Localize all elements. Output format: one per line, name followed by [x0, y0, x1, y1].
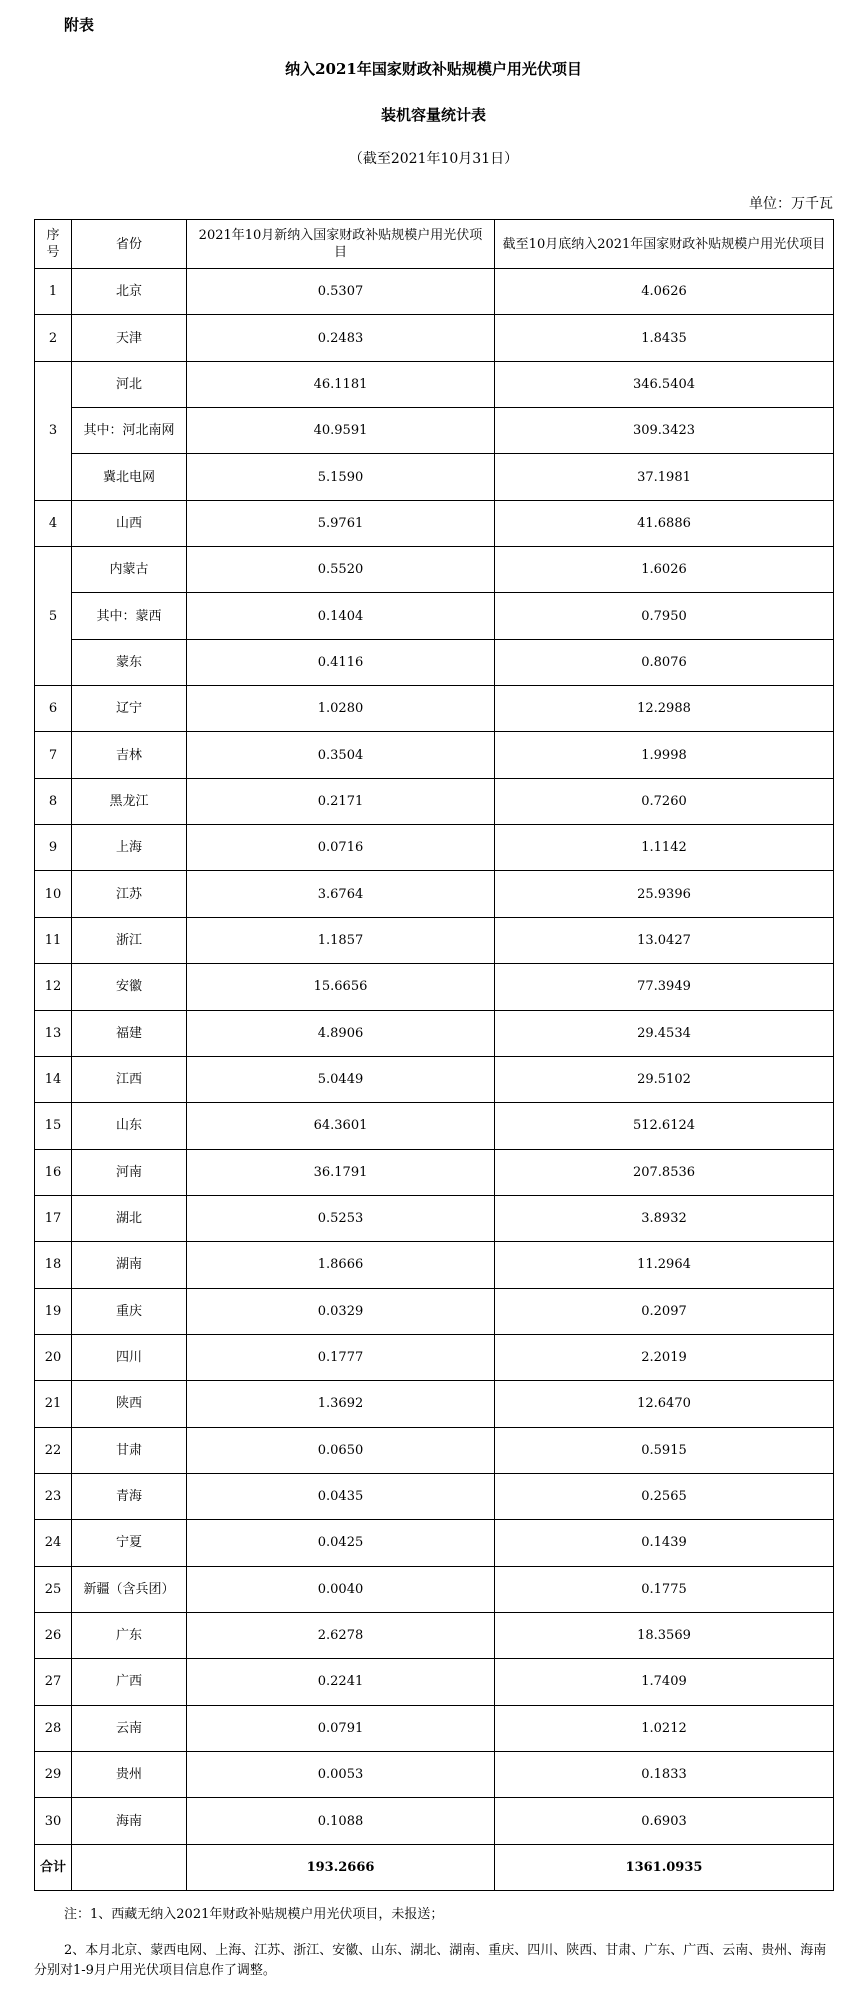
- cell-cumulative: 1.0212: [495, 1705, 834, 1751]
- cell-cumulative: 4.0626: [495, 269, 834, 315]
- table-row: [35, 547, 834, 593]
- cell-province: 浙江: [72, 917, 187, 963]
- cell-province: 宁夏: [72, 1520, 187, 1566]
- cell-cumulative: 18.3569: [495, 1612, 834, 1658]
- cell-october-new: 0.1777: [187, 1334, 495, 1380]
- cell-province: 云南: [72, 1705, 187, 1751]
- cell-province: 江苏: [72, 871, 187, 917]
- cell-october-new: 0.2171: [187, 778, 495, 824]
- cell-cumulative: 0.6903: [495, 1798, 834, 1844]
- cell-october-new: 0.0329: [187, 1288, 495, 1334]
- cell-october-new: 0.0435: [187, 1473, 495, 1519]
- cell-province: 江西: [72, 1056, 187, 1102]
- cell-october-new: 5.1590: [187, 454, 495, 500]
- cell-october-new: 0.2241: [187, 1659, 495, 1705]
- cell-cumulative: 1.9998: [495, 732, 834, 778]
- cell-cumulative: 13.0427: [495, 917, 834, 963]
- attachment-label: 附表: [64, 16, 95, 34]
- cell-no: 15: [35, 1103, 72, 1149]
- cell-no: 23: [35, 1473, 72, 1519]
- cell-october-new: 1.3692: [187, 1381, 495, 1427]
- cell-province: 湖南: [72, 1242, 187, 1288]
- cell-cumulative: 0.1833: [495, 1752, 834, 1798]
- cell-cumulative: 1.6026: [495, 547, 834, 593]
- cell-october-new: 3.6764: [187, 871, 495, 917]
- cell-october-new: 0.0040: [187, 1566, 495, 1612]
- cell-province: 广东: [72, 1612, 187, 1658]
- cell-province: 北京: [72, 269, 187, 315]
- cell-october-new: 0.0650: [187, 1427, 495, 1473]
- cell-october-new: 0.1088: [187, 1798, 495, 1844]
- cell-cumulative: 29.4534: [495, 1010, 834, 1056]
- cell-october-new: 0.5307: [187, 269, 495, 315]
- cell-cumulative: 3.8932: [495, 1195, 834, 1241]
- cell-province: 青海: [72, 1473, 187, 1519]
- table-row: [35, 454, 834, 500]
- total-province: [72, 1844, 187, 1890]
- cell-october-new: 0.0425: [187, 1520, 495, 1566]
- table-row: [35, 269, 834, 315]
- cell-no: 21: [35, 1381, 72, 1427]
- cell-no: 27: [35, 1659, 72, 1705]
- cell-cumulative: 0.7260: [495, 778, 834, 824]
- table-body: [35, 269, 834, 1891]
- cell-no: 9: [35, 825, 72, 871]
- table-row: [35, 639, 834, 685]
- cell-cumulative: 0.2097: [495, 1288, 834, 1334]
- cell-october-new: 5.9761: [187, 500, 495, 546]
- table-row: [35, 964, 834, 1010]
- cell-province: 上海: [72, 825, 187, 871]
- cell-province: 蒙东: [72, 639, 187, 685]
- table-row: [35, 1288, 834, 1334]
- cell-no: 20: [35, 1334, 72, 1380]
- cell-no: 29: [35, 1752, 72, 1798]
- table-row: [35, 1473, 834, 1519]
- cell-province: 黑龙江: [72, 778, 187, 824]
- statistics-table: [34, 219, 834, 1891]
- table-row: [35, 1242, 834, 1288]
- cell-october-new: 15.6656: [187, 964, 495, 1010]
- header-province: 省份: [72, 220, 187, 269]
- cell-province: 安徽: [72, 964, 187, 1010]
- table-row: [35, 315, 834, 361]
- cell-no: 17: [35, 1195, 72, 1241]
- cell-no: 5: [35, 547, 72, 686]
- cell-october-new: 1.8666: [187, 1242, 495, 1288]
- cell-no: 18: [35, 1242, 72, 1288]
- header-cumulative: 截至10月底纳入2021年国家财政补贴规模户用光伏项目: [495, 220, 834, 269]
- cell-october-new: 0.0053: [187, 1752, 495, 1798]
- notes-section: [34, 1905, 833, 1981]
- cell-no: 4: [35, 500, 72, 546]
- cell-province: 内蒙古: [72, 547, 187, 593]
- note-1: 注：1、西藏无纳入2021年财政补贴规模户用光伏项目，未报送；: [64, 1907, 444, 1922]
- cell-province: 吉林: [72, 732, 187, 778]
- cell-province: 山西: [72, 500, 187, 546]
- table-row: [35, 871, 834, 917]
- table-row: [35, 1103, 834, 1149]
- cell-cumulative: 0.5915: [495, 1427, 834, 1473]
- table-row: [35, 408, 834, 454]
- table-row: [35, 500, 834, 546]
- cell-cumulative: 207.8536: [495, 1149, 834, 1195]
- cell-no: 14: [35, 1056, 72, 1102]
- total-cumulative: 1361.0935: [495, 1844, 834, 1890]
- cell-no: 26: [35, 1612, 72, 1658]
- cell-cumulative: 0.1775: [495, 1566, 834, 1612]
- cell-province: 天津: [72, 315, 187, 361]
- cell-province: 湖北: [72, 1195, 187, 1241]
- cell-no: 7: [35, 732, 72, 778]
- cell-october-new: 0.1404: [187, 593, 495, 639]
- cell-province: 其中：蒙西: [72, 593, 187, 639]
- table-row: [35, 1566, 834, 1612]
- cell-no: 30: [35, 1798, 72, 1844]
- cell-october-new: 0.5253: [187, 1195, 495, 1241]
- total-row: [35, 1844, 834, 1890]
- cell-province: 河北: [72, 361, 187, 407]
- cell-cumulative: 346.5404: [495, 361, 834, 407]
- cell-cumulative: 12.2988: [495, 686, 834, 732]
- total-label: 合计: [35, 1844, 72, 1890]
- cell-no: 1: [35, 269, 72, 315]
- cell-october-new: 0.2483: [187, 315, 495, 361]
- table-row: [35, 1752, 834, 1798]
- table-row: [35, 1010, 834, 1056]
- cell-cumulative: 77.3949: [495, 964, 834, 1010]
- cell-no: 10: [35, 871, 72, 917]
- cell-october-new: 40.9591: [187, 408, 495, 454]
- table-row: [35, 1381, 834, 1427]
- table-row: [35, 1520, 834, 1566]
- document-subtitle-title: 装机容量统计表: [380, 106, 486, 124]
- cell-cumulative: 11.2964: [495, 1242, 834, 1288]
- date-subtitle: （截至2021年10月31日）: [348, 151, 519, 167]
- cell-cumulative: 0.1439: [495, 1520, 834, 1566]
- cell-province: 辽宁: [72, 686, 187, 732]
- table-row: [35, 778, 834, 824]
- cell-cumulative: 0.2565: [495, 1473, 834, 1519]
- cell-october-new: 36.1791: [187, 1149, 495, 1195]
- cell-october-new: 1.0280: [187, 686, 495, 732]
- cell-cumulative: 309.3423: [495, 408, 834, 454]
- cell-october-new: 0.0791: [187, 1705, 495, 1751]
- table-row: [35, 732, 834, 778]
- cell-province: 四川: [72, 1334, 187, 1380]
- cell-cumulative: 41.6886: [495, 500, 834, 546]
- cell-province: 河南: [72, 1149, 187, 1195]
- document-title: 纳入2021年国家财政补贴规模户用光伏项目: [285, 60, 582, 78]
- table-header-row: [35, 220, 834, 269]
- table-row: [35, 917, 834, 963]
- cell-no: 8: [35, 778, 72, 824]
- cell-october-new: 4.8906: [187, 1010, 495, 1056]
- cell-no: 28: [35, 1705, 72, 1751]
- cell-province: 福建: [72, 1010, 187, 1056]
- header-no: 序号: [35, 220, 72, 269]
- table-row: [35, 1659, 834, 1705]
- cell-province: 陕西: [72, 1381, 187, 1427]
- cell-no: 3: [35, 361, 72, 500]
- cell-october-new: 5.0449: [187, 1056, 495, 1102]
- cell-cumulative: 0.7950: [495, 593, 834, 639]
- cell-no: 25: [35, 1566, 72, 1612]
- table-row: [35, 361, 834, 407]
- cell-province: 贵州: [72, 1752, 187, 1798]
- table-row: [35, 1705, 834, 1751]
- table-row: [35, 686, 834, 732]
- table-row: [35, 1056, 834, 1102]
- cell-cumulative: 25.9396: [495, 871, 834, 917]
- cell-cumulative: 0.8076: [495, 639, 834, 685]
- cell-no: 19: [35, 1288, 72, 1334]
- cell-no: 13: [35, 1010, 72, 1056]
- cell-october-new: 0.5520: [187, 547, 495, 593]
- table-row: [35, 593, 834, 639]
- cell-october-new: 0.0716: [187, 825, 495, 871]
- note-2: 2、本月北京、蒙西电网、上海、江苏、浙江、安徽、山东、湖北、湖南、重庆、四川、陕西、甘肃、广东、广西、云南、贵州、海南分别对1-9月户用光伏项目信息作了调整。: [34, 1943, 827, 1978]
- cell-province: 山东: [72, 1103, 187, 1149]
- table-row: [35, 1334, 834, 1380]
- cell-province: 海南: [72, 1798, 187, 1844]
- cell-october-new: 2.6278: [187, 1612, 495, 1658]
- table-row: [35, 1149, 834, 1195]
- cell-october-new: 64.3601: [187, 1103, 495, 1149]
- cell-province: 冀北电网: [72, 454, 187, 500]
- cell-no: 22: [35, 1427, 72, 1473]
- cell-cumulative: 2.2019: [495, 1334, 834, 1380]
- cell-october-new: 0.4116: [187, 639, 495, 685]
- header-october-new: 2021年10月新纳入国家财政补贴规模户用光伏项目: [187, 220, 495, 269]
- cell-no: 11: [35, 917, 72, 963]
- table-row: [35, 1427, 834, 1473]
- cell-no: 24: [35, 1520, 72, 1566]
- cell-province: 甘肃: [72, 1427, 187, 1473]
- cell-cumulative: 512.6124: [495, 1103, 834, 1149]
- cell-no: 6: [35, 686, 72, 732]
- table-row: [35, 1612, 834, 1658]
- cell-province: 其中：河北南网: [72, 408, 187, 454]
- cell-october-new: 1.1857: [187, 917, 495, 963]
- cell-cumulative: 37.1981: [495, 454, 834, 500]
- table-row: [35, 825, 834, 871]
- cell-cumulative: 1.7409: [495, 1659, 834, 1705]
- cell-october-new: 46.1181: [187, 361, 495, 407]
- cell-province: 新疆（含兵团）: [72, 1566, 187, 1612]
- cell-no: 16: [35, 1149, 72, 1195]
- cell-cumulative: 12.6470: [495, 1381, 834, 1427]
- total-october-new: 193.2666: [187, 1844, 495, 1890]
- cell-no: 12: [35, 964, 72, 1010]
- unit-label: 单位：万千瓦: [749, 196, 833, 212]
- cell-cumulative: 29.5102: [495, 1056, 834, 1102]
- cell-no: 2: [35, 315, 72, 361]
- table-row: [35, 1195, 834, 1241]
- cell-october-new: 0.3504: [187, 732, 495, 778]
- table-row: [35, 1798, 834, 1844]
- cell-cumulative: 1.1142: [495, 825, 834, 871]
- cell-cumulative: 1.8435: [495, 315, 834, 361]
- cell-province: 广西: [72, 1659, 187, 1705]
- cell-province: 重庆: [72, 1288, 187, 1334]
